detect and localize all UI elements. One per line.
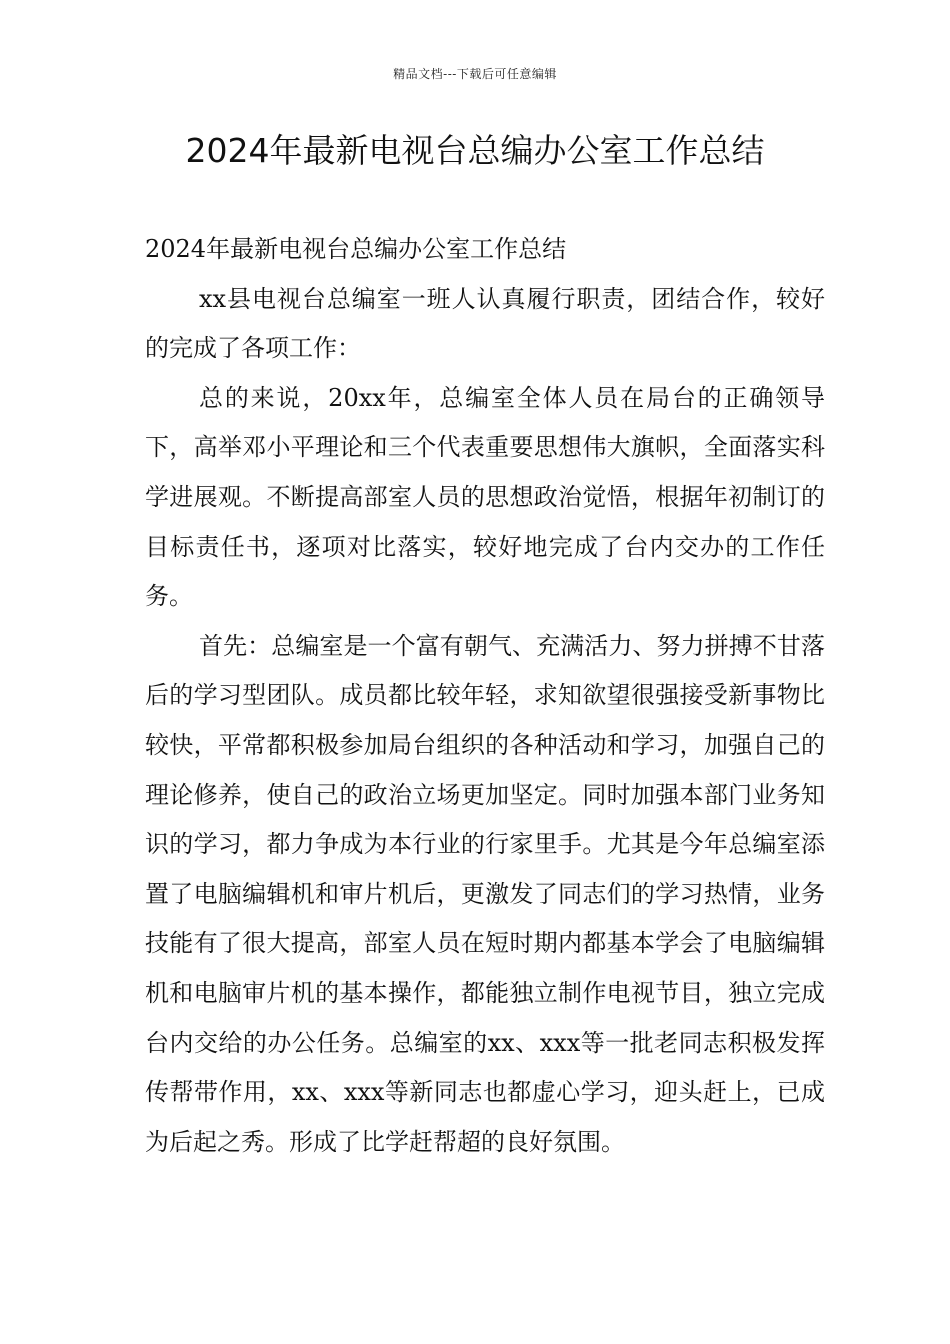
intro-paragraph: xx县电视台总编室一班人认真履行职责，团结合作，较好的完成了各项工作： [145,284,825,363]
document-body [145,225,825,1167]
subtitle-paragraph: 2024年最新电视台总编办公室工作总结 [145,235,567,263]
first-point-paragraph: 首先：总编室是一个富有朝气、充满活力、努力拼搏不甘落后的学习型团队。成员都比较年轻，求知欲望很强接受新事物比较快，平常都积极参加局台组织的各种活动和学习，加强自己的理论修养，使自己的政治立场更加坚定。同时加强本部门业务知识的学习，都力争成为本行业的行家里手。尤其是今年总编室添置了电脑编辑机和审片机后，更激发了同志们的学习热情，业务技能有了很大提高，部室人员在短时期内都基本学会了电脑编辑机和电脑审片机的基本操作，都能独立制作电视节目，独立完成台内交给的办公任务。总编室的xx、xxx等一批老同志积极发挥传帮带作用，xx、xxx等新同志也都虚心学习，迎头赶上，已成为后起之秀。形成了比学赶帮超的良好氛围。 [145,631,825,1156]
document-title: 2024年最新电视台总编办公室工作总结 [185,131,765,170]
header-note: 精品文档---下载后可任意编辑 [393,67,557,81]
summary-paragraph: 总的来说，20xx年，总编室全体人员在局台的正确领导下，高举邓小平理论和三个代表重要思想伟大旗帜，全面落实科学进展观。不断提高部室人员的思想政治觉悟，根据年初制订的目标责任书，逐项对比落实，较好地完成了台内交办的工作任务。 [145,383,825,611]
